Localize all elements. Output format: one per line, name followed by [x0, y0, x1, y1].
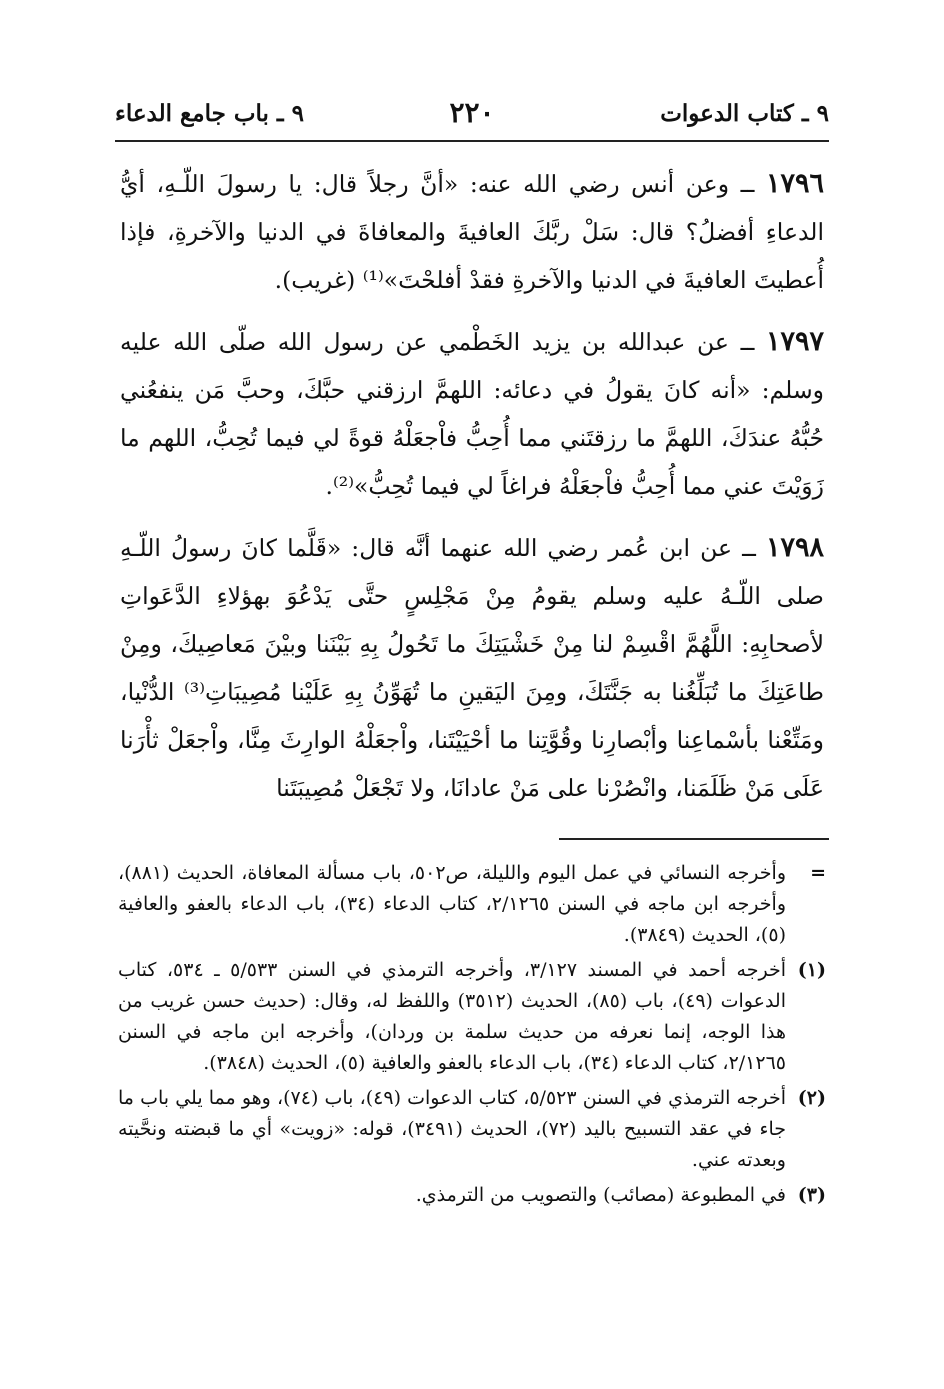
footnote-mark: = [810, 862, 826, 884]
footnote-3 [118, 1180, 826, 1211]
footnote-1 [118, 955, 826, 1079]
footnote-text: أخرجه الترمذي في السنن ٥/٥٢٣، كتاب الدعوات (٤٩)، باب (٧٤)، وهو مما يلي باب ما جاء في عقد التسبيح باليد (٧٢)، الحديث (٣٤٩١)، قوله: «زويت» أي ما قبضته ونحَّيته وبعدته عني. [118, 1087, 787, 1171]
footnote-mark: (٣) [797, 1184, 826, 1206]
footnotes [118, 858, 826, 1215]
footnote-text: أخرجه أحمد في المسند ٣/١٢٧، وأخرجه الترمذي في السنن ٥/٥٣٣ ـ ٥٣٤، كتاب الدعوات (٤٩)، باب (٨٥)، الحديث (٣٥١٢) واللفظ له، وقال: (حديث حسن غريب من هذا الوجه، إنما نعرفه من حديث سلمة بن وردان)، وأخرجه ابن ماجه في السنن ٢/١٢٦٥، كتاب الدعاء (٣٤)، باب الدعاء بالعفو والعافية (٥)، الحديث (٣٨٤٨). [118, 959, 786, 1074]
section-title: ٩ ـ باب جامع الدعاء [115, 100, 304, 127]
hadith-number: ١٧٩٨ [765, 532, 824, 563]
footnote-mark: (١) [797, 959, 826, 981]
footnote-text: وأخرجه النسائي في عمل اليوم والليلة، ص٥٠٢، باب مسألة المعافاة، الحديث (٨٨١)، وأخرجه ابن ماجه في السنن ٢/١٢٦٥، كتاب الدعاء (٣٤)، باب الدعاء بالعفو والعافية (٥)، الحديث (٣٨٤٩). [118, 862, 786, 946]
footnote-separator [559, 838, 829, 840]
main-text [120, 160, 824, 826]
footnote-mark: (٢) [797, 1087, 826, 1109]
chapter-title: ٩ ـ كتاب الدعوات [660, 100, 829, 127]
hadith-1797 [120, 318, 824, 510]
footnote-text: في المطبوعة (مصائب) والتصويب من الترمذي. [415, 1184, 786, 1206]
footnote-2 [118, 1083, 826, 1176]
hadith-number: ١٧٩٦ [765, 168, 824, 199]
hadith-1798 [120, 524, 824, 812]
hadith-text: ــ عن عبدالله بن يزيد الخَطْمي عن رسول الله صلّى الله عليه وسلم: «أنه كانَ يقولُ في دعائه: اللهمَّ ارزقني حبَّكَ، وحبَّ مَن ينفعُني حُبُّهُ عندَكَ، اللهمَّ ما رزقتَني مما أُحِبُّ فاْجعَلْهُ قوةً لي فيما تُحِبُّ، اللهم ما زَوَيْتَ عني مما أُحِبُّ فاْجعَلْهُ فراغاً لي فيما تُحِبُّ»⁽²⁾. [120, 328, 824, 500]
hadith-number: ١٧٩٧ [765, 326, 824, 357]
footnote-continued [118, 858, 826, 951]
hadith-text: ــ وعن أنس رضي الله عنه: «أنَّ رجلاً قال: يا رسولَ اللّـهِ، أيُّ الدعاءِ أفضلُ؟ قال: سَلْ ربَّكَ العافيةَ والمعافاةَ في الدنيا والآخرةِ، فإذا أُعطيتَ العافيةَ في الدنيا والآخرةِ فقدْ أفلحْتَ»⁽¹⁾ (غريب). [120, 170, 824, 294]
hadith-1796 [120, 160, 824, 304]
header-rule [115, 140, 829, 142]
page-number: ٢٢٠ [449, 96, 495, 129]
page-header [115, 96, 829, 136]
hadith-text: ــ عن ابن عُمر رضي الله عنهما أنَّه قال: «قَلَّما كانَ رسولُ اللّـهِ صلى اللّـهُ عليه وسلم يقومُ مِنْ مَجْلِسٍ حتَّى يَدْعُوَ بهؤلاءِ الدَّعَواتِ لأصحابِهِ: اللَّهُمَّ اقْسِمْ لنا مِنْ خَشْيَتِكَ ما تَحُولُ بِهِ بَيْنَنا وبيْنَ مَعاصِيكَ، ومِنْ طاعَتِكَ ما تُبَلِّغُنا به جَنَّتَكَ، ومِنَ اليَقينِ ما تُهَوِّنُ بِهِ عَلَيْنا مُصِيبَاتِ⁽³⁾ الدُّنْيا، ومَتِّعْنا بأسْماعِنا وأبْصارِنا وقُوَّتِنا ما أحْيَيْتَنا، واْجعَلْهُ الوارِثَ مِنَّا، واْجعَلْ ثأْرَنا عَلَى مَنْ ظَلَمَنا، وانْصُرْنا على مَنْ عادانَا، ولا تَجْعَلْ مُصِيبَتَنا [120, 534, 824, 802]
